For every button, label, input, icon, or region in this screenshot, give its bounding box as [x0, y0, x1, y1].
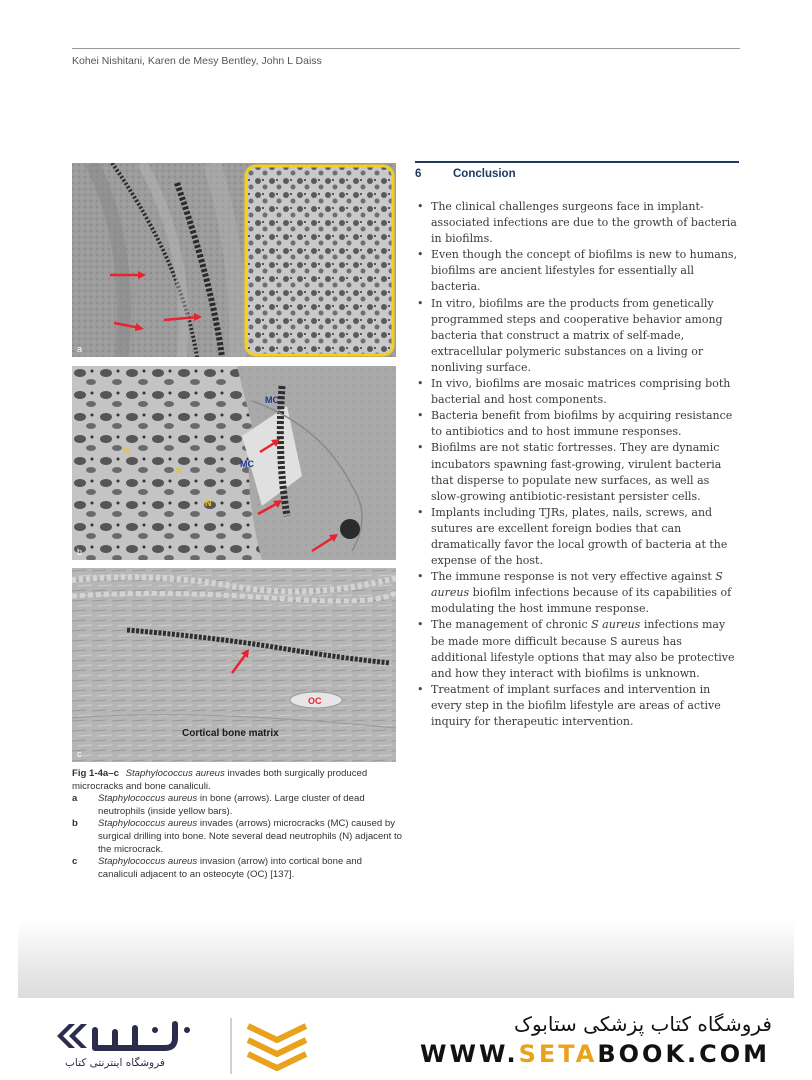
page-fade [18, 920, 794, 998]
caption-intro-text: invades both surgically produced microcracks and bone canaliculi. [72, 768, 368, 792]
conclusion-bullet [415, 505, 739, 569]
panel-letter-b: b [77, 547, 83, 557]
bullet-text: Treatment of implant surfaces and intervention in every step in the biofilm lifestyle are areas of active inquiry for therapeutic intervention. [431, 682, 721, 728]
store-name: فروشگاه کتاب پزشکی ستابوک [514, 1012, 772, 1036]
conclusion-bullet [415, 376, 739, 408]
url-part: BOOK.COM [597, 1040, 771, 1068]
running-header-authors: Kohei Nishitani, Karen de Mesy Bentley, John L Daiss [72, 55, 322, 67]
micrograph-a [72, 163, 396, 357]
micrograph-b [72, 366, 396, 560]
caption-item-a [72, 793, 402, 818]
bullet-italic: S aureus [591, 618, 641, 632]
figure-caption [72, 768, 402, 881]
label-mc-mid: MC [240, 459, 254, 469]
logo-mark-icon [55, 1018, 205, 1056]
label-n: N [124, 446, 131, 456]
conclusion-bullet [415, 682, 739, 730]
bullet-text: Even though the concept of biofilms is new to humans, biofilms are ancient lifestyles for essentially all bacteria. [431, 248, 738, 294]
label-oc: OC [308, 696, 322, 706]
figure-panel-c [72, 568, 396, 762]
footer-divider [230, 1018, 232, 1074]
section-heading [415, 168, 516, 180]
section-rule [415, 161, 739, 163]
book-emblem-icon [244, 1020, 310, 1074]
caption-item-text: invasion (arrow) into cortical bone and canaliculi adjacent to an osteocyte (OC) [137]. [98, 856, 362, 880]
caption-key: a [72, 793, 78, 805]
bullet-text: infections may be made more difficult because S aureus has additional lifestyle options that may also be protective and how they interact with biofilms is unknown. [431, 618, 735, 680]
store-url-link[interactable] [420, 1040, 770, 1068]
conclusion-bullet [415, 569, 739, 617]
url-accent: SETA [518, 1040, 598, 1068]
caption-species: Staphylococcus aureus [98, 856, 198, 868]
caption-text [98, 856, 402, 881]
caption-title: Fig 1-4a–c [72, 768, 119, 779]
conclusion-bullet [415, 440, 739, 504]
caption-item-text: invades (arrows) microcracks (MC) caused by surgical drilling into bone. Note several dead neutrophils (N) adjacent to the microcrack. [98, 818, 402, 855]
caption-species: Staphylococcus aureus [98, 793, 198, 805]
bullet-text: The immune response is not very effective against [431, 570, 716, 584]
caption-text [98, 793, 402, 818]
caption-key: c [72, 856, 78, 868]
label-mc-top: MC [265, 395, 279, 405]
label-n: N [205, 498, 212, 508]
conclusion-bullet [415, 617, 739, 681]
section-number: 6 [415, 168, 422, 180]
caption-intro [72, 768, 402, 793]
panel-letter-a: a [77, 344, 83, 354]
conclusion-list [415, 199, 739, 730]
bullet-text: In vitro, biofilms are the products from genetically programmed steps and cooperative behavior among bacteria that construct a matrix of self-made, extracellular polymeric substances on a living or nonliving surface. [431, 296, 723, 374]
url-part: WWW. [420, 1040, 519, 1068]
figure-panel-b [72, 366, 396, 560]
logo-subtitle: فروشگاه اینترنتی کتاب [65, 1057, 165, 1069]
section-title: Conclusion [453, 168, 516, 180]
caption-key: b [72, 818, 78, 830]
figure-panel-a [72, 163, 396, 357]
bullet-text: The management of chronic [431, 618, 592, 632]
bullet-text: biofilm infections because of its capabilities of modulating the host immune response. [431, 586, 732, 616]
setabook-logo[interactable] [55, 1018, 215, 1078]
micrograph-c [72, 568, 396, 762]
bullet-text: The clinical challenges surgeons face in implant-associated infections are due to the growth of bacteria in biofilms. [431, 200, 737, 246]
bullet-text: Biofilms are not static fortresses. They are dynamic incubators spawning fast-growing, virulent bacteria that disperse to populate new surfaces, as well as slow-growing antibiotic-resistant persister cells. [431, 441, 722, 503]
label-n: N [176, 466, 183, 476]
caption-text [98, 818, 402, 856]
bullet-text: Bacteria benefit from biofilms by acquiring resistance to antibiotics and to host immune responses. [431, 409, 733, 439]
panel-letter-c: c [77, 749, 82, 759]
bullet-italic: S aureus [431, 570, 723, 600]
caption-item-text: in bone (arrows). Large cluster of dead neutrophils (inside yellow bars). [98, 793, 365, 817]
caption-species: Staphylococcus aureus [125, 768, 225, 779]
caption-item-c [72, 856, 402, 881]
conclusion-bullet [415, 247, 739, 295]
label-cortical-bone-matrix: Cortical bone matrix [182, 728, 279, 739]
caption-item-b [72, 818, 402, 856]
conclusion-bullet [415, 199, 739, 247]
conclusion-bullet [415, 296, 739, 376]
caption-species: Staphylococcus aureus [98, 818, 198, 830]
bullet-text: In vivo, biofilms are mosaic matrices comprising both bacterial and host components. [431, 377, 731, 407]
conclusion-bullet [415, 408, 739, 440]
header-rule [72, 48, 740, 49]
bullet-text: Implants including TJRs, plates, nails, screws, and sutures are excellent foreign bodies that can dramatically favor the local growth of bacteria at the expense of the host. [431, 505, 728, 568]
